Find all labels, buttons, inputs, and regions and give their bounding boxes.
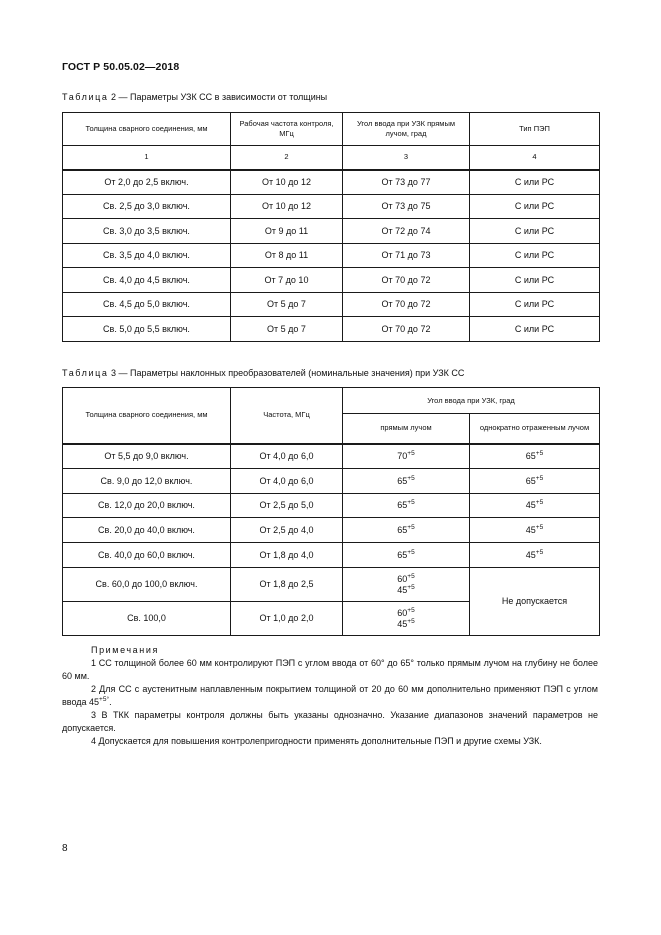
angle-value: 60 xyxy=(397,607,408,618)
angle-line xyxy=(346,608,466,619)
angle-value: 65 xyxy=(397,524,408,535)
angle-line xyxy=(346,619,466,630)
table2-col-number: 4 xyxy=(470,146,600,170)
table3-header-row xyxy=(63,388,600,414)
cell-angle: От 73 до 77 xyxy=(343,170,470,195)
cell-frequency: От 1,8 до 4,0 xyxy=(231,543,343,568)
cell-thickness: Св. 9,0 до 12,0 включ. xyxy=(63,469,231,494)
cell-direct xyxy=(343,469,470,494)
cell-reflected xyxy=(470,469,600,494)
cell-frequency: От 5 до 7 xyxy=(231,293,343,317)
cell-frequency: От 8 до 11 xyxy=(231,244,343,268)
tolerance: +5 xyxy=(407,474,415,482)
cell-thickness: Св. 12,0 до 20,0 включ. xyxy=(63,494,231,518)
angle-value: 65 xyxy=(397,475,408,486)
angle-value: 65 xyxy=(525,475,536,486)
angle-value: 65 xyxy=(397,549,408,560)
cell-thickness: Св. 100,0 xyxy=(63,602,231,636)
table2-caption xyxy=(62,92,327,102)
table2-header-type: Тип ПЭП xyxy=(470,113,600,146)
cell-type: С или РС xyxy=(470,244,600,268)
tolerance: +5 xyxy=(407,617,415,625)
cell-reflected xyxy=(470,444,600,469)
tolerance: +5 xyxy=(535,523,544,531)
table-row xyxy=(63,170,600,195)
cell-angle: От 70 до 72 xyxy=(343,268,470,293)
table2 xyxy=(62,112,600,342)
table3-caption-label: Таблица xyxy=(62,368,109,378)
cell-reflected xyxy=(470,518,600,543)
cell-frequency: От 4,0 до 6,0 xyxy=(231,469,343,494)
cell-thickness: От 5,5 до 9,0 включ. xyxy=(63,444,231,469)
cell-frequency: От 1,0 до 2,0 xyxy=(231,602,343,636)
table-row xyxy=(63,543,600,568)
angle-value: 45 xyxy=(525,524,536,535)
cell-type: С или РС xyxy=(470,317,600,342)
table3-header-direct: прямым лучом xyxy=(343,414,470,444)
note-2 xyxy=(62,683,598,709)
table2-col-number: 2 xyxy=(231,146,343,170)
cell-reflected xyxy=(470,543,600,568)
page-number: 8 xyxy=(62,843,68,854)
note-4: 4 Допускается для повышения контролепригодности применять дополнительные ПЭП и другие схемы УЗК. xyxy=(91,736,542,746)
cell-not-allowed: Не допускается xyxy=(470,568,600,636)
table-row xyxy=(63,494,600,518)
angle-value: 45 xyxy=(397,618,408,629)
note-3: 3 В ТКК параметры контроля должны быть указаны однозначно. Указание диапазонов значений параметров не допускается. xyxy=(62,710,598,733)
table-row xyxy=(63,444,600,469)
cell-frequency: От 2,5 до 4,0 xyxy=(231,518,343,543)
cell-direct xyxy=(343,568,470,602)
cell-type: С или РС xyxy=(470,219,600,244)
table-row xyxy=(63,195,600,219)
cell-frequency: От 9 до 11 xyxy=(231,219,343,244)
cell-thickness: Св. 2,5 до 3,0 включ. xyxy=(63,195,231,219)
cell-type: С или РС xyxy=(470,268,600,293)
angle-line xyxy=(346,574,466,585)
tolerance: +5 xyxy=(535,499,544,506)
cell-frequency: От 10 до 12 xyxy=(231,195,343,219)
cell-angle: От 73 до 75 xyxy=(343,195,470,219)
angle-value: 70 xyxy=(397,450,408,461)
angle-line xyxy=(346,585,466,596)
table3-header-reflected: однократно отраженным лучом xyxy=(470,414,600,444)
note-2-tolerance: +5° xyxy=(99,696,110,703)
table2-caption-text: 2 — Параметры УЗК СС в зависимости от толщины xyxy=(108,92,328,102)
cell-thickness: Св. 60,0 до 100,0 включ. xyxy=(63,568,231,602)
cell-thickness: Св. 5,0 до 5,5 включ. xyxy=(63,317,231,342)
tolerance: +5 xyxy=(535,449,544,457)
table-row xyxy=(63,317,600,342)
table2-caption-label: Таблица xyxy=(62,92,109,102)
cell-angle: От 71 до 73 xyxy=(343,244,470,268)
cell-type: С или РС xyxy=(470,293,600,317)
cell-angle: От 70 до 72 xyxy=(343,293,470,317)
cell-frequency: От 1,8 до 2,5 xyxy=(231,568,343,602)
cell-thickness: Св. 4,0 до 4,5 включ. xyxy=(63,268,231,293)
cell-direct xyxy=(343,518,470,543)
angle-value: 45 xyxy=(525,500,536,510)
cell-thickness: Св. 4,5 до 5,0 включ. xyxy=(63,293,231,317)
cell-reflected xyxy=(470,494,600,518)
angle-value: 45 xyxy=(525,549,536,560)
note-2-text: 2 Для СС с аустенитным наплавленным покрытием толщиной от 20 до 60 мм дополнительно применяют ПЭП с углом ввода 45 xyxy=(62,684,598,707)
cell-frequency: От 5 до 7 xyxy=(231,317,343,342)
angle-value: 65 xyxy=(525,450,536,461)
note-2-end: . xyxy=(109,697,112,707)
tolerance: +5 xyxy=(407,499,415,506)
cell-direct xyxy=(343,602,470,636)
cell-angle: От 70 до 72 xyxy=(343,317,470,342)
cell-type: С или РС xyxy=(470,195,600,219)
cell-direct xyxy=(343,444,470,469)
tolerance: +5 xyxy=(407,449,415,457)
tolerance: +5 xyxy=(407,572,415,580)
cell-frequency: От 10 до 12 xyxy=(231,170,343,195)
table2-header-row xyxy=(63,113,600,146)
tolerance: +5 xyxy=(407,548,415,556)
cell-angle: От 72 до 74 xyxy=(343,219,470,244)
cell-frequency: От 4,0 до 6,0 xyxy=(231,444,343,469)
table-row xyxy=(63,469,600,494)
cell-thickness: От 2,0 до 2,5 включ. xyxy=(63,170,231,195)
note-1: 1 СС толщиной более 60 мм контролируют ПЭП с углом ввода от 60° до 65° только прямым лучом на глубину не более 60 мм. xyxy=(62,658,598,681)
table2-header-thickness: Толщина сварного соединения, мм xyxy=(63,113,231,146)
angle-value: 65 xyxy=(397,500,408,510)
table2-col-number: 3 xyxy=(343,146,470,170)
table2-header-angle: Угол ввода при УЗК прямым лучом, град xyxy=(343,113,470,146)
tolerance: +5 xyxy=(535,548,544,556)
cell-thickness: Св. 40,0 до 60,0 включ. xyxy=(63,543,231,568)
table2-header-frequency: Рабочая частота контроля, МГц xyxy=(231,113,343,146)
cell-thickness: Св. 3,5 до 4,0 включ. xyxy=(63,244,231,268)
tolerance: +5 xyxy=(407,523,415,531)
table-row xyxy=(63,568,600,602)
angle-value: 60 xyxy=(397,573,408,584)
cell-frequency: От 7 до 10 xyxy=(231,268,343,293)
table-row xyxy=(63,293,600,317)
table3 xyxy=(62,387,600,636)
notes-title: Примечания xyxy=(91,645,159,655)
notes-section xyxy=(62,644,598,748)
table2-col-number: 1 xyxy=(63,146,231,170)
cell-frequency: От 2,5 до 5,0 xyxy=(231,494,343,518)
table3-caption-text: 3 — Параметры наклонных преобразователей (номинальные значения) при УЗК СС xyxy=(108,368,465,378)
table3-header-angle-group: Угол ввода при УЗК, град xyxy=(343,388,600,414)
table3-caption xyxy=(62,368,464,378)
tolerance: +5 xyxy=(535,474,544,482)
document-id: ГОСТ Р 50.05.02—2018 xyxy=(62,61,180,73)
table-row xyxy=(63,518,600,543)
table2-number-row xyxy=(63,146,600,170)
table-row xyxy=(63,268,600,293)
tolerance: +5 xyxy=(407,583,415,591)
cell-direct xyxy=(343,494,470,518)
cell-thickness: Св. 3,0 до 3,5 включ. xyxy=(63,219,231,244)
angle-value: 45 xyxy=(397,584,408,595)
table-row xyxy=(63,244,600,268)
cell-direct xyxy=(343,543,470,568)
cell-thickness: Св. 20,0 до 40,0 включ. xyxy=(63,518,231,543)
table3-header-frequency: Частота, МГц xyxy=(231,388,343,444)
cell-type: С или РС xyxy=(470,170,600,195)
table-row xyxy=(63,219,600,244)
tolerance: +5 xyxy=(407,606,415,614)
table3-header-thickness: Толщина сварного соединения, мм xyxy=(63,388,231,444)
